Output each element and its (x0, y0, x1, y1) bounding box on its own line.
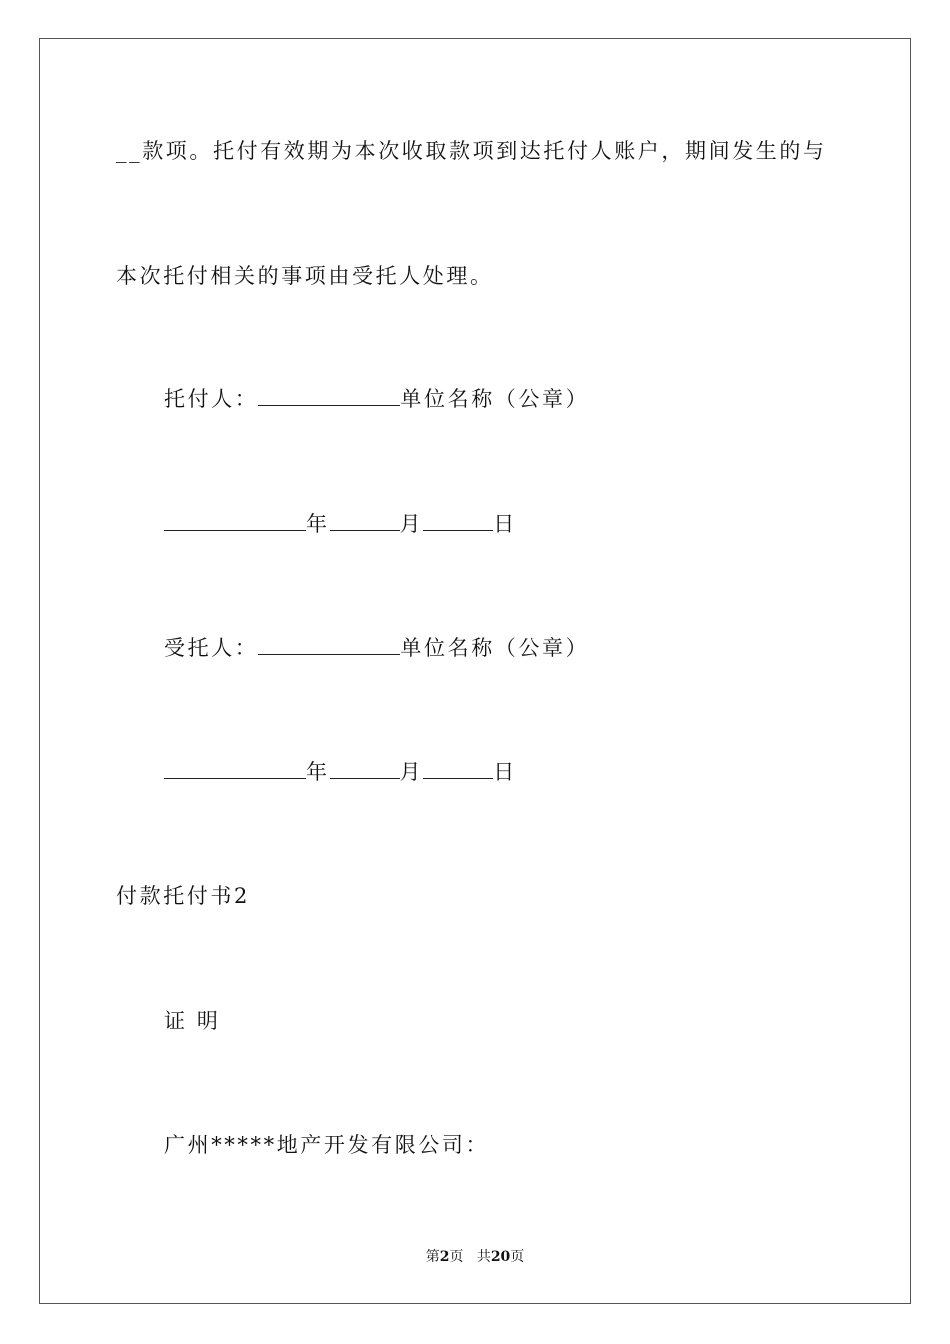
agent-day-label: 日 (493, 760, 517, 784)
footer-prefix: 第 (425, 1249, 440, 1265)
principal-unit-label: 单位名称（公章） (400, 387, 590, 411)
page-frame (39, 38, 911, 1304)
principal-line (164, 385, 589, 413)
section-heading: 付款托付书2 (116, 884, 250, 908)
paragraph-line-1-text: 款项。托付有效期为本次收取款项到达托付人账户，期间发生的与 (142, 139, 827, 163)
certificate-title: 证 明 (164, 1009, 221, 1033)
page-footer (0, 1247, 950, 1267)
principal-month-blank (330, 512, 400, 531)
principal-date-line (164, 510, 517, 538)
principal-year-label: 年 (306, 512, 330, 536)
agent-month-blank (330, 760, 400, 779)
agent-label: 受托人： (164, 636, 259, 660)
agent-month-label: 月 (399, 760, 424, 784)
agent-year-label: 年 (306, 760, 330, 784)
footer-page-unit: 页 (449, 1249, 464, 1265)
principal-label: 托付人： (164, 387, 259, 411)
footer-total-prefix: 共 (476, 1249, 491, 1265)
footer-total-unit: 页 (510, 1249, 525, 1265)
agent-day-blank (423, 760, 493, 779)
agent-unit-label: 单位名称（公章） (400, 636, 590, 660)
footer-total-pages: 20 (490, 1249, 511, 1265)
amount-blank: __ (116, 139, 143, 163)
paragraph-line-2: 本次托付相关的事项由受托人处理。 (116, 264, 494, 288)
agent-line (164, 634, 589, 662)
paragraph-line-1 (116, 137, 827, 165)
footer-page-number: 2 (439, 1249, 450, 1265)
addressee-line: 广州*****地产开发有限公司： (164, 1133, 490, 1157)
principal-name-blank (258, 387, 400, 406)
agent-date-line (164, 758, 517, 786)
principal-month-label: 月 (399, 512, 424, 536)
agent-year-blank (164, 760, 306, 779)
principal-year-blank (164, 512, 306, 531)
principal-day-label: 日 (493, 512, 517, 536)
agent-name-blank (258, 636, 400, 655)
principal-day-blank (423, 512, 493, 531)
